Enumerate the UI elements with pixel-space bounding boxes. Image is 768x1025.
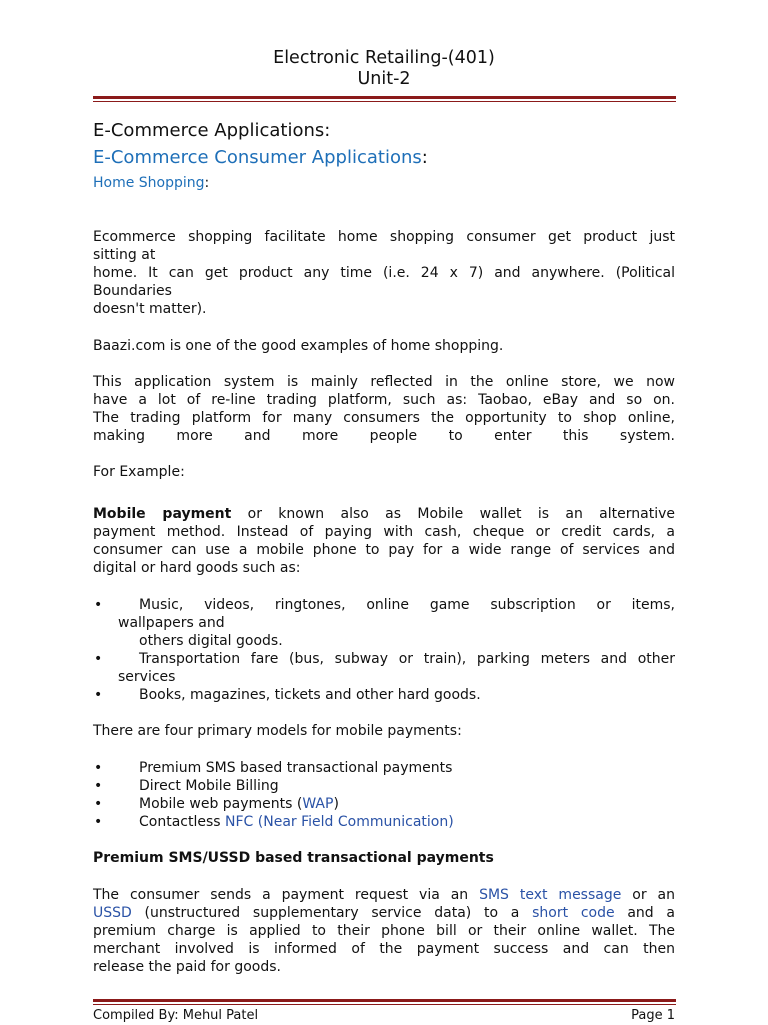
course-title: Electronic Retailing-(401) [273,48,495,68]
bullet2-line1: Transportation fare (bus, subway or train), parking meters and other [139,651,675,667]
sms-line5: release the paid for goods. [93,959,281,975]
p2: Baazi.com is one of the good examples of home shopping. [93,338,504,354]
sms-text-message-link[interactable]: SMS text message [479,887,622,903]
compiled-by: Compiled By: Mehul Patel [93,1008,259,1023]
sms-line1: The consumer sends a payment request via an SMS text message or an [93,887,675,903]
mobile-payment-term: Mobile payment [93,506,232,522]
p1-line2: sitting at [93,247,156,263]
p1-line3: home. It can get product any time (i.e. 24 x 7) and anywhere. (Political [93,265,675,281]
header-rule [93,96,676,102]
topic-heading: Home Shopping: [93,175,210,191]
bullet1-line2: wallpapers and [118,615,225,631]
bullet2-line2: services [118,669,176,685]
unit-label: Unit-2 [357,69,411,89]
bullet-glyph: • [94,814,103,830]
bullet-glyph: • [94,687,103,703]
p1-line4: Boundaries [93,283,172,299]
document-header [93,48,675,90]
model-nfc: Contactless NFC (Near Field Communication) [139,814,454,830]
bullet-glyph: • [94,796,103,812]
mp-line3: consumer can use a mobile phone to pay for a wide range of services and [93,542,675,558]
p3-line3: The trading platform for many consumers the opportunity to shop online, [93,410,675,426]
mp-line2: payment method. Instead of paying with cash, cheque or credit cards, a [93,524,675,540]
models-intro: There are four primary models for mobile payments: [93,723,462,739]
ussd-link[interactable]: USSD [93,905,132,921]
sms-line2: USSD (unstructured supplementary service data) to a short code and a [93,905,675,921]
for-example: For Example: [93,464,185,480]
bullet1-line1: Music, videos, ringtones, online game subscription or items, [139,597,675,613]
bullet1-line3: others digital goods. [139,633,283,649]
p3-line1: This application system is mainly reflected in the online store, we now [93,374,675,390]
mp-line1: Mobile payment or known also as Mobile wallet is an alternative [93,506,675,522]
page-number: Page 1 [631,1008,675,1023]
bullet-glyph: • [94,597,103,613]
wap-link[interactable]: WAP [302,796,334,812]
model-web-payments: Mobile web payments (WAP) [139,796,339,812]
bullet-glyph: • [94,760,103,776]
sms-heading: Premium SMS/USSD based transactional payments [93,850,494,866]
bullet-glyph: • [94,651,103,667]
section-heading: E-Commerce Applications: [93,120,331,141]
short-code-link[interactable]: short code [532,905,615,921]
model-direct-billing: Direct Mobile Billing [139,778,279,794]
model-sms: Premium SMS based transactional payments [139,760,453,776]
p1-line5: doesn't matter). [93,301,207,317]
p1-line1: Ecommerce shopping facilitate home shopping consumer get product just [93,229,675,245]
p3-line4: making more and more people to enter this system. [93,428,675,444]
nfc-link[interactable]: NFC (Near Field Communication) [225,814,454,830]
sub-heading: E-Commerce Consumer Applications: [93,147,428,168]
footer-rule [93,999,676,1005]
p3-line2: have a lot of re-line trading platform, such as: Taobao, eBay and so on. [93,392,675,408]
mp-line4: digital or hard goods such as: [93,560,301,576]
bullet-glyph: • [94,778,103,794]
sms-line3: premium charge is applied to their phone bill or their online wallet. The [93,923,675,939]
sms-line4: merchant involved is informed of the payment success and can then [93,941,675,957]
bullet3: Books, magazines, tickets and other hard goods. [139,687,481,703]
